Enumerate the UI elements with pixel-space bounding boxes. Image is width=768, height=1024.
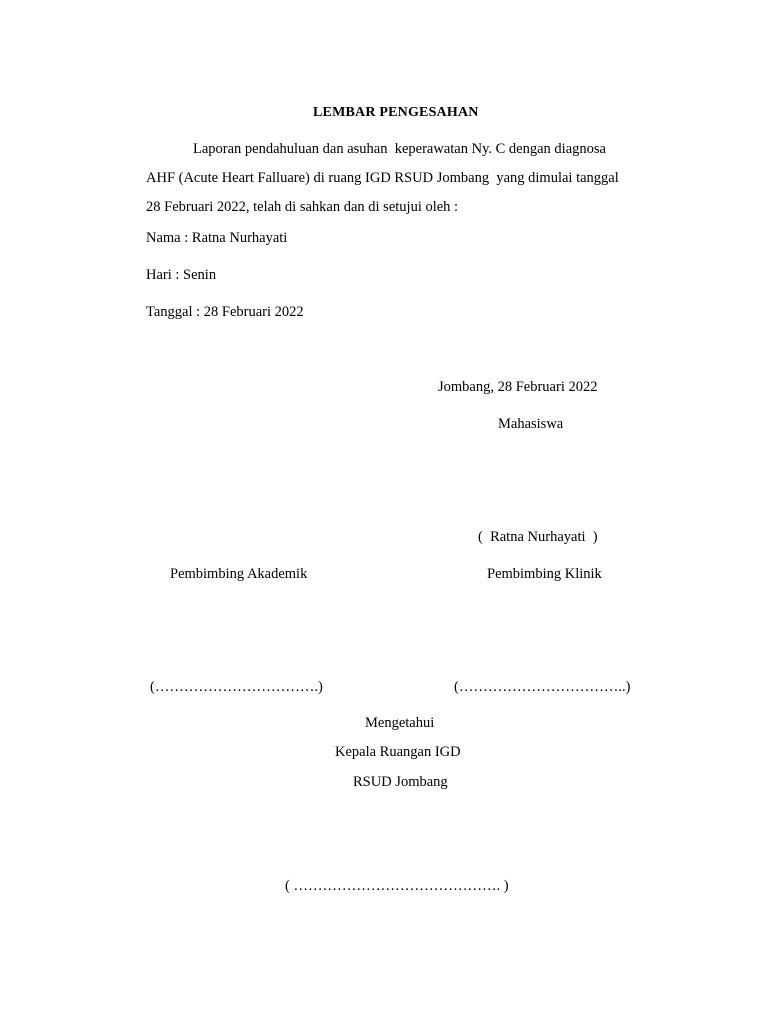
kepala-ruangan-label: Kepala Ruangan IGD bbox=[335, 744, 461, 760]
paragraph-line-2: AHF (Acute Heart Falluare) di ruang IGD RSUD Jombang yang dimulai tanggal bbox=[146, 170, 619, 186]
mahasiswa-name: ( Ratna Nurhayati ) bbox=[478, 529, 598, 545]
field-nama: Nama : Ratna Nurhayati bbox=[146, 230, 288, 246]
pembimbing-klinik-label: Pembimbing Klinik bbox=[487, 566, 602, 582]
document-title: LEMBAR PENGESAHAN bbox=[313, 105, 479, 120]
field-hari: Hari : Senin bbox=[146, 267, 217, 283]
kepala-signature-line: ( ……………………………………. ) bbox=[285, 878, 509, 894]
signature-place-date: Jombang, 28 Februari 2022 bbox=[438, 379, 598, 395]
approval-paragraph bbox=[146, 140, 636, 227]
paragraph-line-3: 28 Februari 2022, telah di sahkan dan di setujui oleh : bbox=[146, 199, 459, 215]
pembimbing-klinik-signature-line: (……………………………..) bbox=[454, 679, 631, 695]
mengetahui-label: Mengetahui bbox=[365, 715, 435, 731]
field-tanggal: Tanggal : 28 Februari 2022 bbox=[146, 304, 304, 320]
rsud-label: RSUD Jombang bbox=[353, 774, 448, 790]
mahasiswa-label: Mahasiswa bbox=[498, 416, 564, 432]
pembimbing-akademik-label: Pembimbing Akademik bbox=[170, 566, 308, 582]
paragraph-line-1: Laporan pendahuluan dan asuhan keperawatan Ny. C dengan diagnosa bbox=[193, 141, 606, 157]
pembimbing-akademik-signature-line: (…………………………….) bbox=[150, 679, 323, 695]
